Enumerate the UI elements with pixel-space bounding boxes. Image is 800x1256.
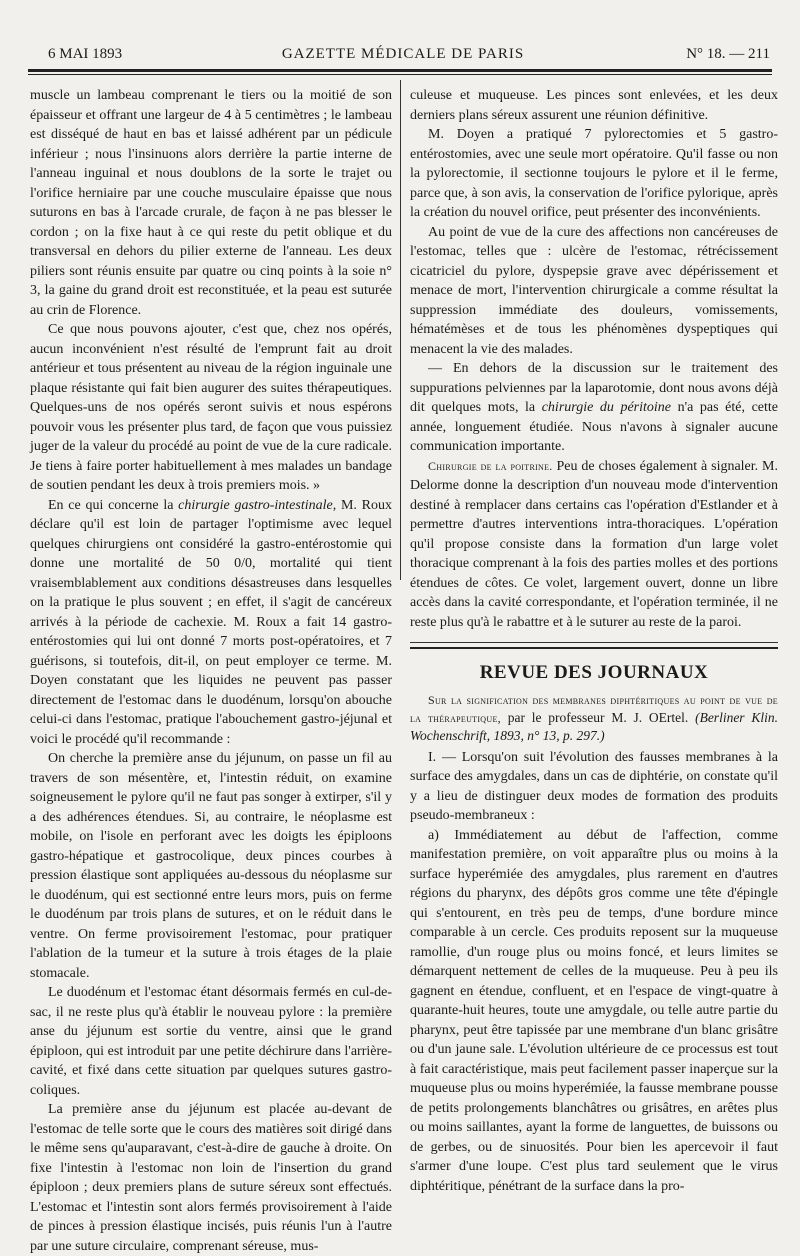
section-rule-thick — [410, 647, 778, 649]
gastro-intestinal-surgery-term: chirurgie gastro-intestinale — [178, 497, 333, 513]
header-journal-title: GAZETTE MÉDICALE DE PARIS — [281, 46, 525, 62]
left-paragraph-3-start: En ce qui concerne la — [48, 497, 179, 513]
article-title: Sur la signification des membranes diphtéritiques au point de vue de la thérapeutique, — [410, 692, 778, 725]
left-paragraph-2: Ce que nous pouvons ajouter, c'est que, chez nos opérés, aucun inconvénient n'est résulté de l'emprunt fait au droit antérieur et tous présentent au niveau de la région inguinale une plaque résistante qui fait bien augurer des suites thérapeutiques. Quelques-uns de nos opérés seront suivis et nous espérons pouvoir vous les présenter plus tard, de façon que vous puissiez juger de la valeur du procédé au point de vue de la cure radicale. Je tiens à faire porter habituellement à mes malades un bandage de soutien pendant les deux à trois premiers mois. » — [30, 322, 392, 493]
left-paragraph-3 — [30, 496, 392, 750]
header-rule-thin — [28, 74, 772, 75]
article-heading — [410, 691, 778, 744]
right-paragraph-1: culeuse et muqueuse. Les pinces sont enlevées, et les deux derniers plans séreux assurent une réunion définitive. — [410, 88, 778, 123]
right-paragraph-6: I. — Lorsqu'on suit l'évolution des fausses membranes à la surface des amygdales, dans un cas de diphtérie, on constate qu'il y a lieu de distinguer deux modes de formation des produits pseudo-membraneux : — [410, 749, 778, 823]
left-column — [30, 86, 392, 1256]
right-column — [410, 86, 778, 1196]
section-rule-thin — [410, 642, 778, 643]
right-paragraph-5-text: Peu de choses également à signaler. M. Delorme donne la description d'un nouveau mode d'intervention destiné à remplacer dans certains cas l'opération d'Estlander et à permettre d'autres interventions intra-thoraciques. L'opération qu'il propose consiste dans la formation d'un large volet thoracique comprenant à la fois des parties molles et des portions étendues de côtes. Ce volet, largement ouvert, donne un libre accès dans la cavité correspondante, et l'opération terminée, il ne reste plus qu'à le rabattre et à le suturer au reste de la paroi. — [410, 458, 778, 630]
right-paragraph-4-rest: n'a pas été, cette année, longuement étudiée. Nous n'avons à signaler aucune communication importante. — [410, 400, 778, 454]
right-paragraph-7: a) Immédiatement au début de l'affection, comme manifestation première, on voit apparaître plus ou moins à la surface hyperémiée des amygdales, plus rarement en d'autres régions du pharynx, des dépôts gros comme une tête d'épingle qui s'entourent, en très peu de temps, d'une bordure mince comparable à un cercle. Ces produits reposent sur la muqueuse ramollie, d'un rouge plus ou moins foncé, et leurs limites se démarquent nettement de celles de la muqueuse. Peu à peu ils gagnent en étendue, confluent, et en l'espace de vingt-quatre à quarante-huit heures, toute une amygdale, ou telle autre partie du pharynx, peut être tapissée par une membrane d'un blanc grisâtre ou d'un jaune sale. L'évolution ultérieure de ce processus est tout à fait caractéristique, mais peut facilement passer inaperçue sur la muqueuse plus ou moins hyperémiée, la fausse membrane pousse de petits prolongements blanchâtres ou grisâtres, en arêtes plus ou moins saillantes, ayant la forme de languettes, de buissons ou de gerbes, ou de sinuosités. Pour bien les apercevoir il faut s'armer d'une loupe. C'est plus tard seulement que le virus diphtéritique, pénétrant de la surface dans la pro- — [410, 827, 778, 1194]
page-header — [28, 44, 778, 66]
left-paragraph-3-rest: , M. Roux déclare qu'il est loin de partager l'optimisme avec lequel quelques chirurgiens ont considéré la gastro-entérostomie qui donne une mortalité de 50 0/0, mortalité qui tient vraisemblablement aux conditions désastreuses dans lesquelles on la pratique le plus souvent ; en effet, il s'agit de cancéreux arrivés à la période de cachexie. M. Roux a fait 14 gastro-entérostomies qui lui ont donné 7 morts post-opératoires, et 7 guérisons, si toutefois, dit-il, on peut employer ce terme. M. Doyen constatant que les liquides ne peuvent pas passer directement de l'estomac dans le duodénum, lorsqu'on abouche celui-ci dans l'estomac, pratique l'abouchement gastro-jéjunal et voici le procédé qu'il recommande : — [30, 497, 392, 747]
header-rule-thick — [28, 69, 772, 72]
column-divider — [400, 80, 401, 580]
left-paragraph-5: Le duodénum et l'estomac étant désormais fermés en cul-de-sac, il ne reste plus qu'à établir le nouveau pylore : la première anse du jéjunum est sortie du ventre, ainsi que le grand épiploon, qui est introduit par une petite déchirure dans l'arrière-cavité, et fixé dans cette situation par quelques sutures gastro-coliques. — [30, 985, 392, 1098]
chest-surgery-heading: Chirurgie de la poitrine. — [428, 458, 553, 473]
left-paragraph-1: muscle un lambeau comprenant le tiers ou la moitié de son épaisseur et offrant une largeur de 4 à 5 centimètres ; le lambeau est disséqué de haut en bas et laissé adhérent par un pédicule inférieur ; nous l'insinuons alors derrière la partie interne de l'anneau inguinal et nous doublons de la sorte le trajet ou l'orifice herniaire par une couche musculaire épaisse que nous suturons en bas à l'arcade crurale, de façon à ne pas blesser le cordon ; on la fixe haut à ce qui reste du petit oblique et du transversal en dehors du pilier externe de l'anneau. Les deux piliers sont réunis ensuite par quatre ou cinq points à la soie n° 3, la gaine du grand droit est reconstituée, et la peau est suturée au crin de Florence. — [30, 88, 392, 318]
article-author: par le professeur M. J. OErtel. — [500, 709, 689, 725]
peritoneum-surgery-term: chirurgie du péritoine — [541, 400, 672, 415]
revue-des-journaux-title: REVUE DES JOURNAUX — [479, 662, 709, 683]
article-source: (Berliner Klin. Wochenschrift, 1893, n° 13, p. 297.) — [410, 709, 778, 743]
left-paragraph-4: On cherche la première anse du jéjunum, on passe un fil au travers de son mésentère, et, l'intestin réduit, on examine soigneusement le pylore qu'il ne faut pas songer à extirper, s'il y a des adhérences étendues. Si, au contraire, le néoplasme est mobile, on l'isole en perforant avec les doigts les épiploons gastro-hépatique et gastrocolique, deux pinces courbes à pression élastique sont appliquées au-dessous du néoplasme sur le duodénum, qui est sectionné entre leurs mors, puis on ferme le duodénum par trois plans de sutures, et on le réduit dans le ventre. On ferme provisoirement l'estomac, pour pratiquer l'ablation de la tumeur et la suture à trois étages de la plaie stomacale. — [30, 751, 392, 981]
right-paragraph-2: M. Doyen a pratiqué 7 pylorectomies et 5 gastro-entérostomies, avec une seule mort opératoire. Qu'il fasse ou non la pylorectomie, il sectionne toujours le pylore et il le ferme, parce que, à son avis, la conservation de l'orifice pylorique, après la création du nouvel orifice, peut présenter des inconvénients. — [410, 127, 778, 220]
header-date: 6 MAI 1893 — [48, 46, 123, 62]
header-page-number: N° 18. — 211 — [686, 46, 770, 62]
left-paragraph-6: La première anse du jéjunum est placée au-devant de l'estomac de telle sorte que le cours des matières soit dirigé dans le même sens qu'auparavant, c'est-à-dire de gauche à droite. On fixe l'intestin à l'estomac non loin de l'insertion du grand épiploon ; deux premiers plans de suture séreux sont effectués. L'estomac et l'intestin sont alors fermés provisoirement à l'aide de pinces à pression élastique incisés, puis réunis l'un à l'autre par une suture circulaire, comprenant séreuse, mus- — [30, 1102, 392, 1254]
right-paragraph-5 — [410, 457, 778, 633]
right-paragraph-3: Au point de vue de la cure des affections non cancéreuses de l'estomac, telles que : ulcère de l'estomac, rétrécissement cicatriciel du pylore, dyspepsie grave avec dépérissement et menace de mort, l'intervention chirurgicale a comme résultat la suppression immédiate des douleurs, vomissements, hématémèses et de tous les phénomènes dyspeptiques qui menacent la vie des malades. — [410, 224, 778, 357]
right-paragraph-4-start: — En dehors de la discussion sur le traitement des suppurations pelviennes par la laparotomie, dont nous avons déjà dit quelques mots, la — [410, 361, 778, 415]
right-paragraph-4 — [410, 359, 778, 457]
